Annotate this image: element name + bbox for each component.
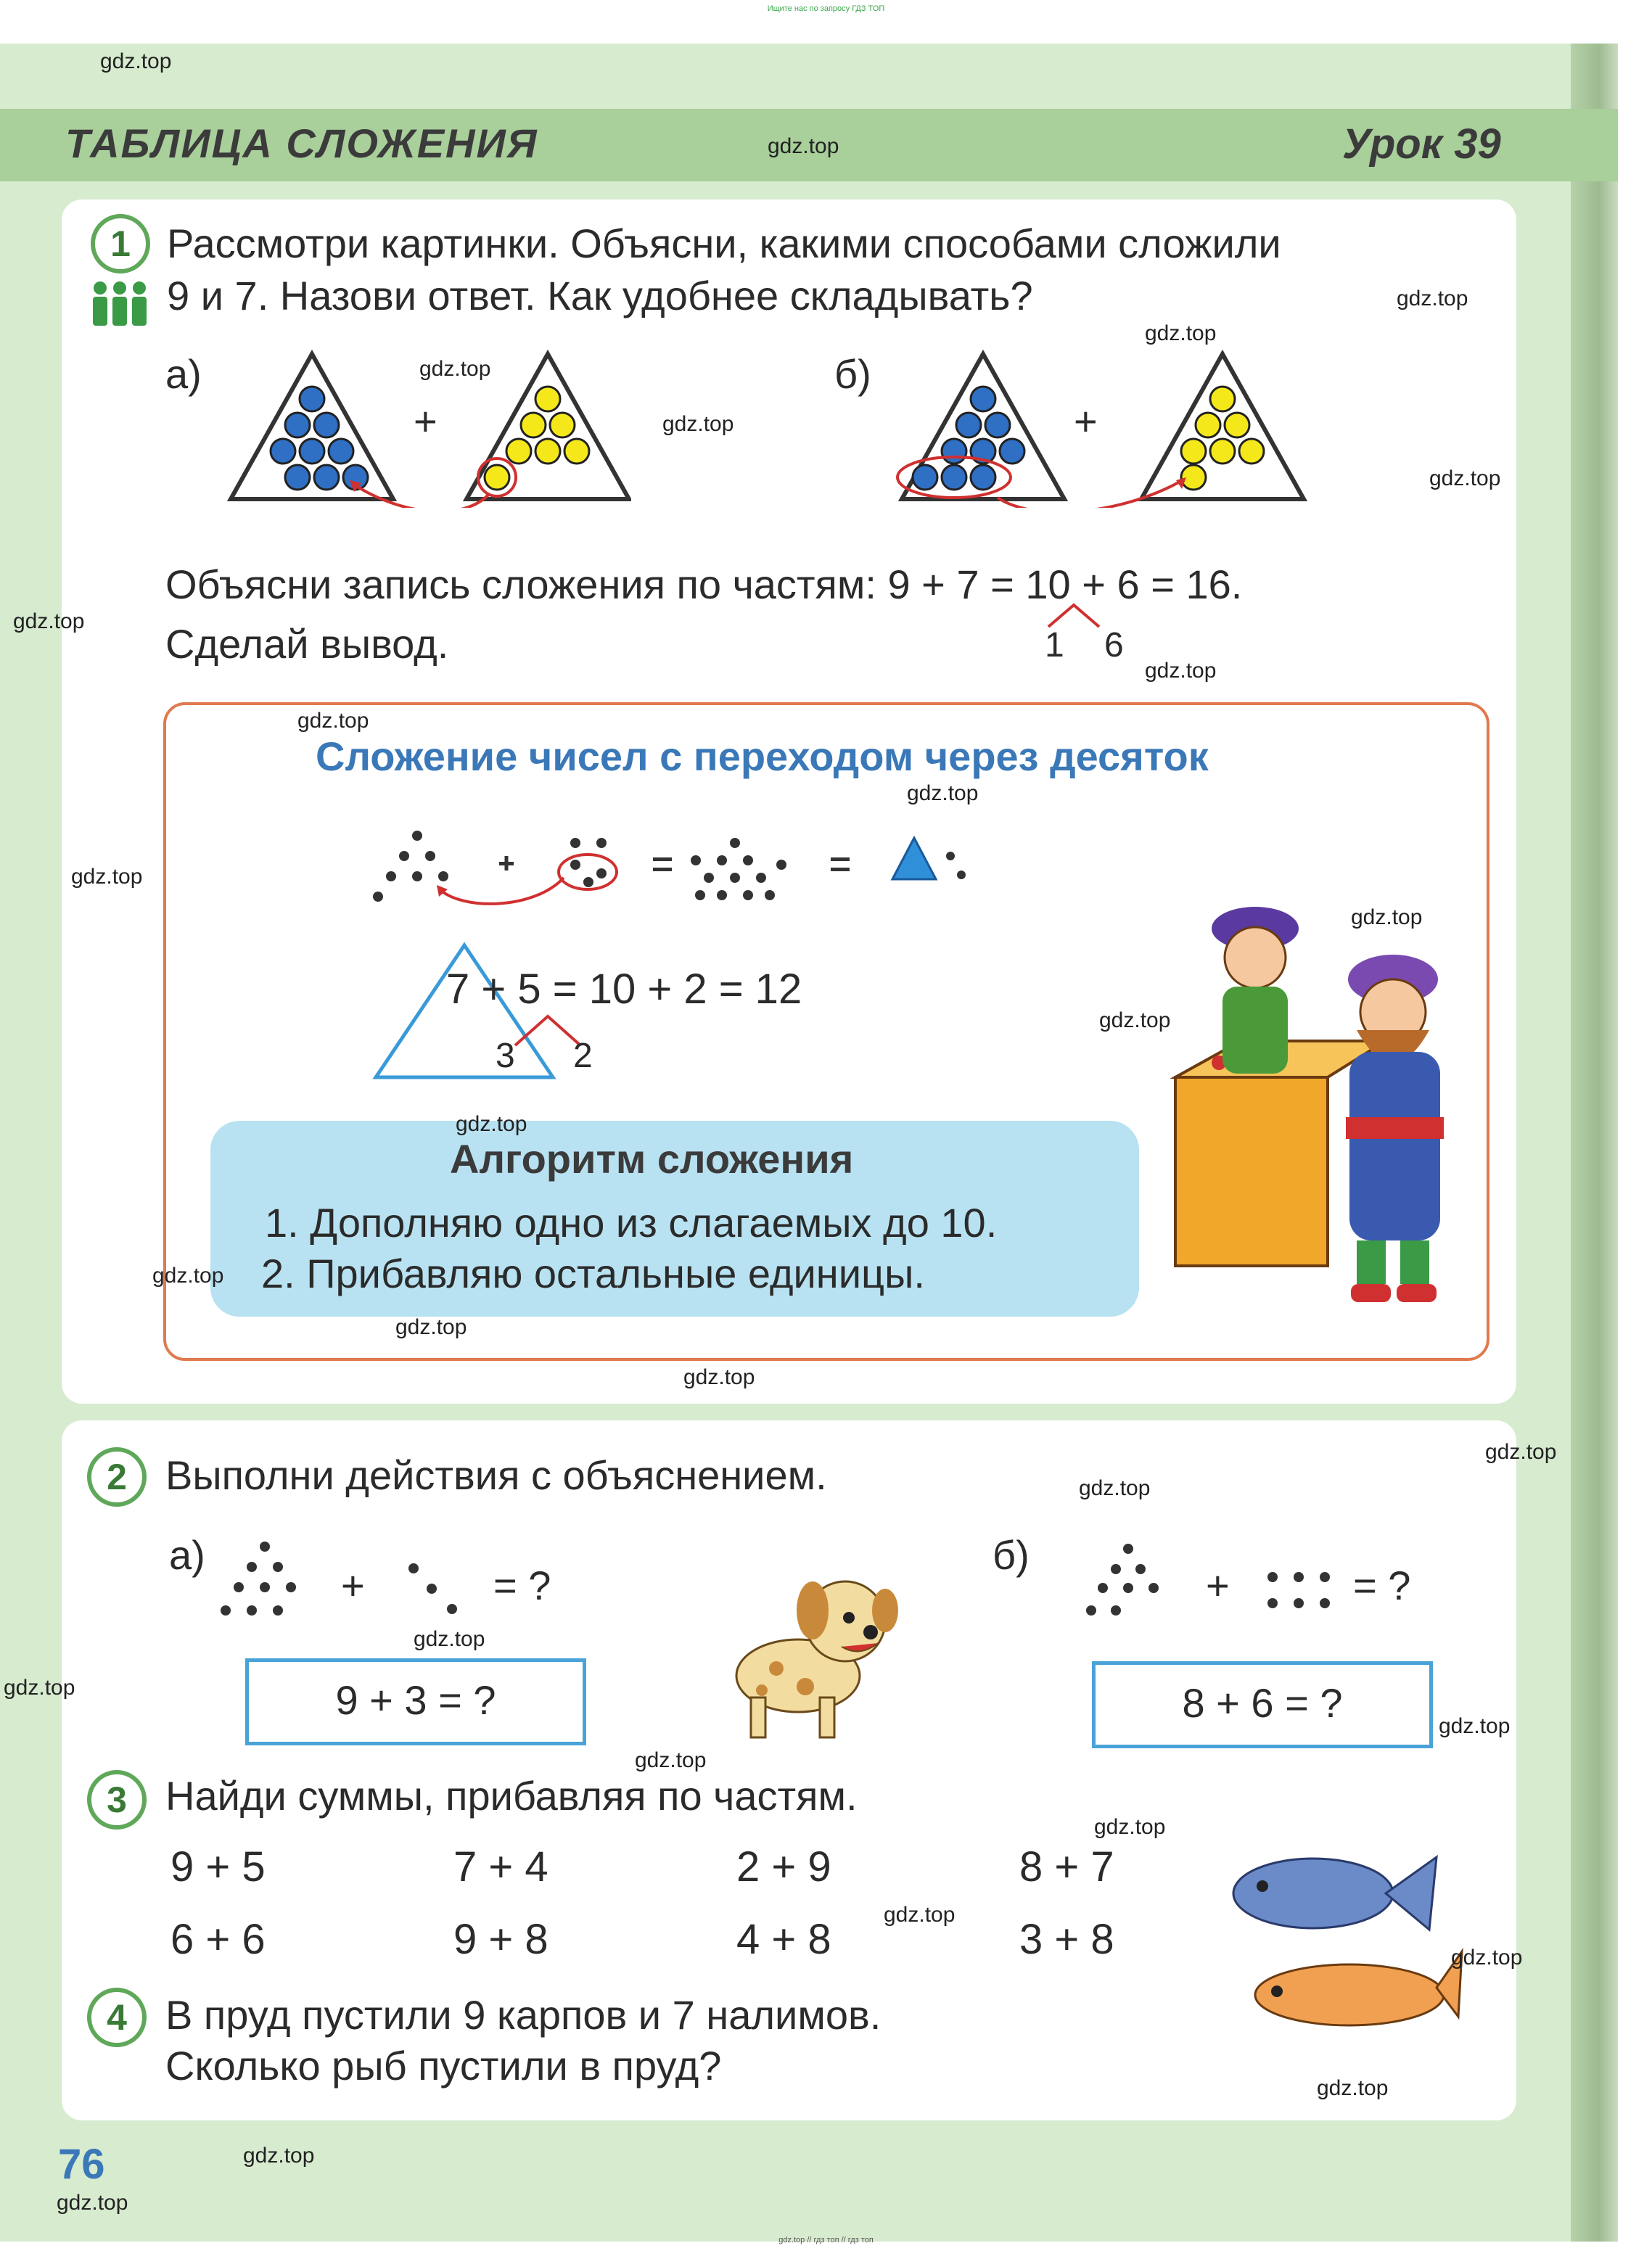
split-right-1: 6 (1104, 626, 1124, 664)
fish-illustration (1226, 1843, 1466, 2060)
watermark: gdz.top (1317, 2076, 1389, 2100)
page-number: 76 (58, 2141, 105, 2188)
watermark: gdz.top (1351, 905, 1423, 929)
algorithm-title: Алгоритм сложения (450, 1136, 854, 1182)
task3-sum-1-4: 8 + 7 (1019, 1843, 1114, 1890)
task2-dots-b-left (1081, 1542, 1168, 1636)
task3-text: Найди суммы, прибавляя по частям. (165, 1773, 858, 1819)
watermark: gdz.top (4, 1676, 75, 1700)
watermark: gdz.top (1145, 659, 1217, 683)
task2-text: Выполни действия с объяснением. (165, 1452, 827, 1498)
task2-label-b: б) (993, 1532, 1030, 1578)
group-work-icon (87, 279, 152, 330)
watermark: gdz.top (907, 781, 979, 805)
task2-plus-b: + (1206, 1563, 1230, 1608)
task3-sum-2-1: 6 + 6 (170, 1916, 266, 1963)
watermark: gdz.top (100, 49, 172, 73)
rule-equation: 7 + 5 = 10 + 2 = 12 (446, 966, 802, 1013)
watermark: gdz.top (395, 1315, 467, 1339)
watermark: gdz.top (1145, 321, 1217, 345)
task3-sum-2-2: 9 + 8 (453, 1916, 548, 1963)
rule-split-left: 3 (496, 1037, 515, 1075)
lesson-number: Урок 39 (1342, 120, 1501, 168)
watermark: gdz.top (1094, 1815, 1166, 1839)
watermark: gdz.top (414, 1627, 485, 1651)
watermark: gdz.top (683, 1365, 755, 1389)
watermark: gdz.top (456, 1112, 527, 1136)
triangle-blue-balls-b (889, 348, 1310, 508)
book-spine (1571, 44, 1618, 2242)
task1-explain: Объясни запись сложения по частям: 9 + 7 = 10 + 6 = 16. (165, 561, 1243, 607)
bottom-note: gdz.top // гдз топ // гдз топ (778, 2236, 874, 2244)
task1-number: 1 (91, 214, 150, 273)
watermark: gdz.top (1485, 1440, 1557, 1464)
task2-box-a: 9 + 3 = ? (245, 1658, 586, 1745)
task2-box-b: 8 + 6 = ? (1092, 1661, 1433, 1748)
task3-sum-2-4: 3 + 8 (1019, 1916, 1114, 1963)
task1-label-b: б) (834, 351, 871, 397)
watermark: gdz.top (57, 2191, 128, 2215)
watermark: gdz.top (297, 709, 369, 733)
task1-conclusion: Сделай вывод. (165, 621, 449, 667)
rule-title: Сложение чисел с переходом через десяток (316, 733, 1209, 779)
watermark: gdz.top (152, 1264, 224, 1288)
task1-label-a: а) (165, 351, 202, 397)
task2-dots-b-right (1262, 1567, 1335, 1618)
dots-illustration (366, 820, 990, 921)
task3-sum-1-2: 7 + 4 (453, 1843, 548, 1890)
task1-plus-b: + (1074, 398, 1098, 444)
watermark: gdz.top (419, 357, 491, 381)
watermark: gdz.top (243, 2144, 315, 2168)
watermark: gdz.top (71, 865, 143, 889)
watermark: gdz.top (1429, 466, 1501, 490)
watermark: gdz.top (13, 609, 85, 633)
task1-line1: Рассмотри картинки. Объясни, какими способами сложили (167, 221, 1281, 266)
watermark: gdz.top (662, 412, 734, 436)
task2-plus-a: + (341, 1563, 365, 1608)
task2-dots-a-right (403, 1560, 468, 1618)
task4-line2: Сколько рыб пустили в пруд? (165, 2043, 722, 2089)
dog-illustration (718, 1560, 914, 1748)
watermark: gdz.top (635, 1748, 707, 1772)
watermark: gdz.top (1079, 1476, 1151, 1500)
task2-dots-a-left (214, 1538, 308, 1632)
top-note: Ищите нас по запросу ГДЗ ТОП (767, 4, 885, 13)
task1-line2: 9 и 7. Назови ответ. Как удобнее складывать? (167, 273, 1033, 318)
task2-eq-b: = ? (1353, 1563, 1411, 1608)
watermark: gdz.top (1099, 1008, 1171, 1032)
task3-sum-2-3: 4 + 8 (736, 1916, 831, 1963)
watermark: gdz.top (1451, 1946, 1523, 1970)
watermark: gdz.top (1397, 287, 1468, 310)
watermark: gdz.top (768, 134, 839, 158)
watermark: gdz.top (884, 1903, 956, 1927)
task3-sum-1-3: 2 + 9 (736, 1843, 831, 1890)
task3-sum-1-1: 9 + 5 (170, 1843, 266, 1890)
task2-number: 2 (87, 1447, 147, 1507)
split-left-1: 1 (1045, 626, 1064, 664)
watermark: gdz.top (1439, 1714, 1511, 1738)
task1-plus-a: + (414, 398, 437, 444)
algorithm-step-2: 2. Прибавляю остальные единицы. (261, 1251, 925, 1296)
merchants-illustration (1161, 878, 1473, 1313)
task4-line1: В пруд пустили 9 карпов и 7 налимов. (165, 1992, 882, 2038)
task3-number: 3 (87, 1770, 147, 1830)
task4-number: 4 (87, 1988, 147, 2047)
page-title: ТАБЛИЦА СЛОЖЕНИЯ (65, 120, 538, 166)
task2-eq-a: = ? (493, 1563, 551, 1608)
task2-label-a: а) (169, 1532, 205, 1578)
rule-split-right: 2 (573, 1037, 593, 1075)
algorithm-step-1: 1. Дополняю одно из слагаемых до 10. (265, 1200, 998, 1246)
